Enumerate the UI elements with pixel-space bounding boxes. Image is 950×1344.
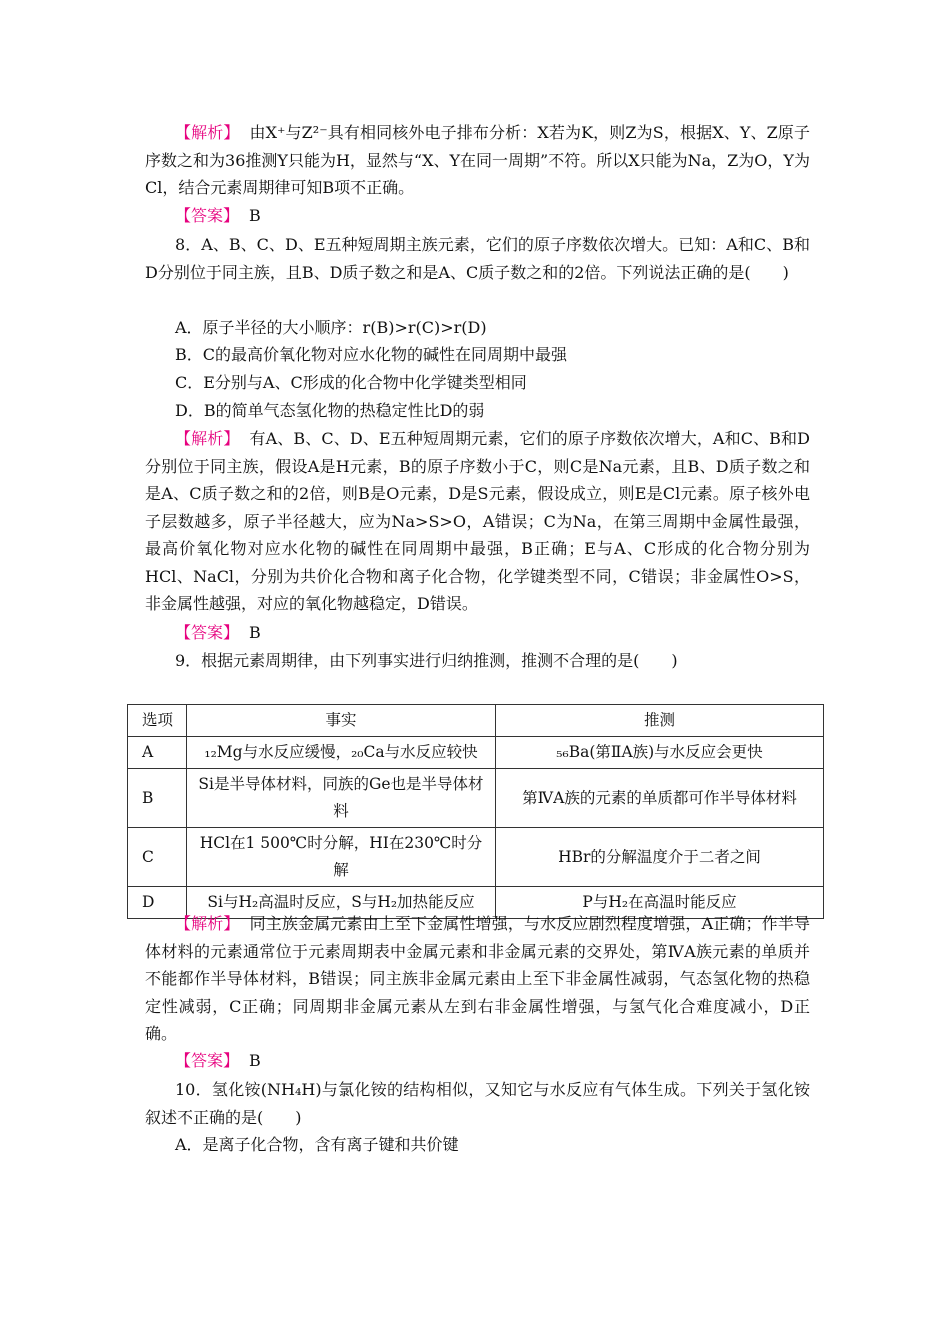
q8-analysis-text: 有A、B、C、D、E五种短周期元素，它们的原子序数依次增大，A和C、B和D分别位于同主族，假设A是H元素，B的原子序数小于C，则C是Na元素，且B、D质子数之和是A、C质子数之和的2倍，则B是O元素，D是S元素，假设成立，则E是Cl元素。原子核外电子层数越多，原子半径越大，应为Na>S>O，A错误；C为Na，在第三周期中金属性最强，最高价氧化物对应水化物的碱性在同周期中最强，B正确；E与A、C形成的化合物分别为HCl、NaCl，分别为共价化合物和离子化合物，化学键类型不同，C错误；非金属性O>S，非金属性越强，对应的氧化物越稳定，D错误。: [145, 429, 810, 613]
answer-label: 【答案】: [175, 623, 240, 642]
q9-answer-value: B: [249, 1051, 261, 1070]
q8-option-b: B．C的最高价氧化物对应水化物的碱性在同周期中最强: [175, 345, 568, 364]
table-cell-inference: P与H₂在高温时能反应: [496, 887, 824, 919]
table-cell-option: C: [128, 828, 187, 887]
table-cell-fact: Si与H₂高温时反应，S与H₂加热能反应: [187, 887, 496, 919]
answer-label: 【答案】: [175, 206, 240, 225]
table-header-row: [128, 705, 824, 737]
table-cell-inference: 第ⅣA族的元素的单质都可作半导体材料: [496, 769, 824, 828]
table-cell-inference: ₅₆Ba(第ⅡA族)与水反应会更快: [496, 737, 824, 769]
q7-answer-value: B: [249, 206, 261, 225]
table-cell-option: A: [128, 737, 187, 769]
table-header-inference: 推测: [496, 705, 824, 737]
q10-stem: 10．氢化铵(NH₄H)与氯化铵的结构相似，又知它与水反应有气体生成。下列关于氢化铵叙述不正确的是( ): [145, 1080, 810, 1127]
table-header-option: 选项: [128, 705, 187, 737]
analysis-label: 【解析】: [175, 914, 240, 933]
table-cell-option: D: [128, 887, 187, 919]
analysis-label: 【解析】: [175, 429, 240, 448]
q8-answer: [175, 619, 261, 647]
table-header-fact: 事实: [187, 705, 496, 737]
table-row: [128, 737, 824, 769]
table-cell-fact: Si是半导体材料，同族的Ge也是半导体材料: [187, 769, 496, 828]
table-row: [128, 769, 824, 828]
q8-answer-value: B: [249, 623, 261, 642]
table-row: [128, 828, 824, 887]
answer-label: 【答案】: [175, 1051, 240, 1070]
analysis-label: 【解析】: [175, 123, 240, 142]
q8-analysis: [145, 425, 810, 618]
table-cell-fact: HCl在1 500℃时分解，HI在230℃时分解: [187, 828, 496, 887]
q8-option-a: A．原子半径的大小顺序：r(B)>r(C)>r(D): [175, 318, 487, 337]
table-cell-inference: HBr的分解温度介于二者之间: [496, 828, 824, 887]
table-cell-option: B: [128, 769, 187, 828]
q10-option-a: A．是离子化合物，含有离子键和共价键: [175, 1135, 459, 1154]
q7-analysis-text: 由X⁺与Z²⁻具有相同核外电子排布分析：X若为K，则Z为S，根据X、Y、Z原子序数之和为36推测Y只能为H，显然与“X、Y在同一周期”不符。所以X只能为Na，Z为O，Y为Cl，结合元素周期律可知B项不正确。: [145, 123, 810, 197]
q8-stem: 8．A、B、C、D、E五种短周期主族元素，它们的原子序数依次增大。已知：A和C、B和D分别位于同主族，且B、D质子数之和是A、C质子数之和的2倍。下列说法正确的是( ): [145, 235, 810, 282]
q8-option-d: D．B的简单气态氢化物的热稳定性比D的弱: [175, 401, 485, 420]
q9-analysis: [145, 910, 810, 1048]
q9-stem: 9．根据元素周期律，由下列事实进行归纳推测，推测不合理的是( ): [175, 651, 678, 670]
q9-answer: [175, 1047, 261, 1075]
q7-analysis: [145, 119, 810, 202]
q8-option-c: C．E分别与A、C形成的化合物中化学键类型相同: [175, 373, 527, 392]
q9-analysis-text: 同主族金属元素由上至下金属性增强，与水反应剧烈程度增强，A正确；作半导体材料的元素通常位于元素周期表中金属元素和非金属元素的交界处，第ⅣA族元素的单质并不能都作半导体材料，B错误；同主族非金属元素由上至下非金属性减弱，气态氢化物的热稳定性减弱，C正确；同周期非金属元素从左到右非金属性增强，与氢气化合难度减小，D正确。: [145, 914, 810, 1043]
q7-answer: [175, 202, 261, 230]
table-cell-fact: ₁₂Mg与水反应缓慢，₂₀Ca与水反应较快: [187, 737, 496, 769]
q9-table: [127, 704, 824, 919]
